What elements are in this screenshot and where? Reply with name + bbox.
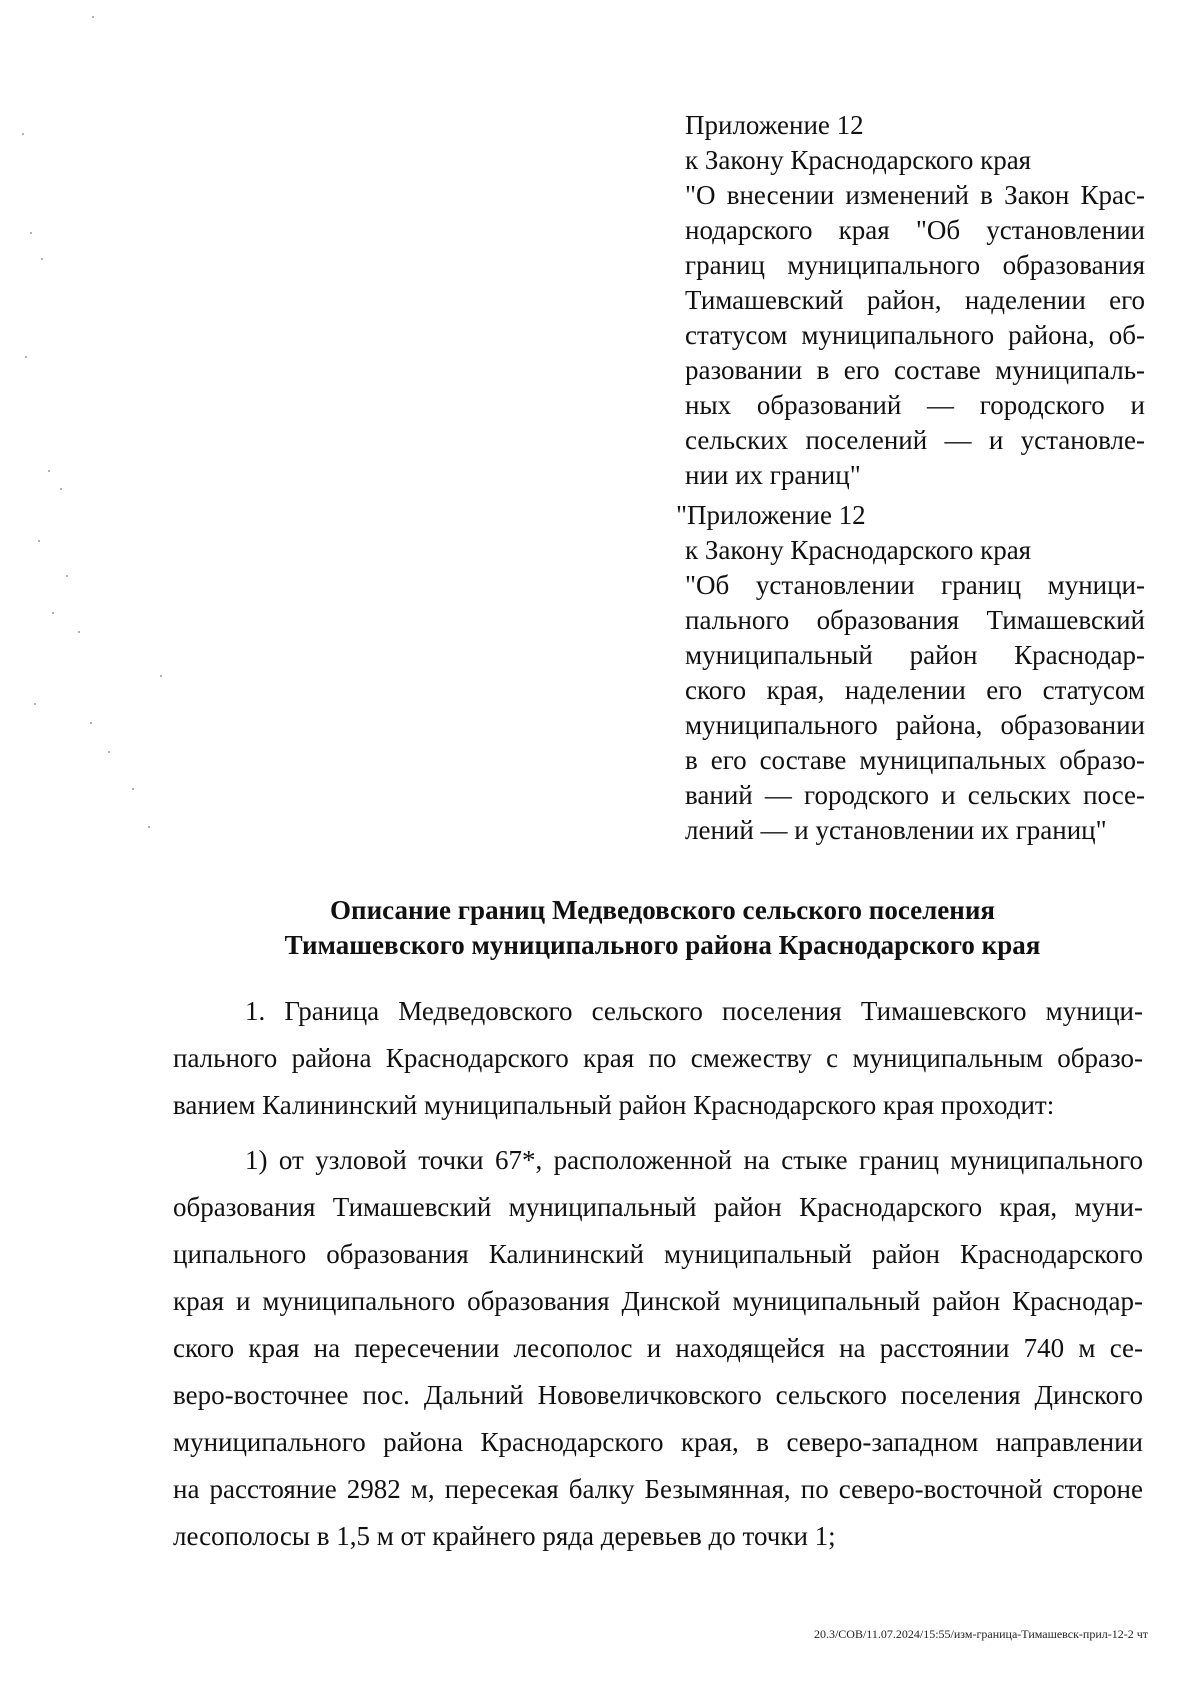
appendix-law-title-line: "Об установлении границ муници- — [685, 570, 1145, 600]
paragraph-1 — [173, 988, 1143, 1129]
appendix-law-ref: к Закону Краснодарского края — [685, 535, 1032, 565]
appendix-law-title-line: пального образования Тимашевский — [685, 605, 1145, 635]
appendix-law-title-line: сельских поселений — и установле- — [685, 425, 1145, 455]
appendix-header-quoted — [676, 498, 1145, 848]
paragraph-line: образования Тимашевский муниципальный район Краснодарского края, муни- — [173, 1192, 1143, 1222]
document-reference-code: 20.3/СОВ/11.07.2024/15:55/изм-граница-Тимашевск-прил-12-2 чт — [813, 1627, 1148, 1641]
appendix-law-title-line: ваний — городского и сельских посе- — [685, 780, 1145, 810]
appendix-law-title-line: разовании в его составе муниципаль- — [685, 355, 1145, 385]
appendix-law-title-line: ных образований — городского и — [685, 390, 1145, 420]
appendix-law-title-line: Тимашевский район, наделении его — [685, 285, 1145, 315]
paragraph-line: веро-восточнее пос. Дальний Нововеличковского сельского поселения Динского — [173, 1380, 1143, 1410]
paragraph-2 — [173, 1137, 1143, 1560]
appendix-number: Приложение 12 — [685, 110, 864, 140]
paragraph-line: ципального образования Калининский муниципальный район Краснодарского — [173, 1239, 1143, 1269]
document-title-line-1: Описание границ Медведовского сельского поселения — [330, 895, 995, 925]
appendix-law-ref: к Закону Краснодарского края — [685, 145, 1032, 175]
document-title-line-2: Тимашевского муниципального района Краснодарского края — [284, 930, 1041, 960]
appendix-law-title-line: границ муниципального образования — [685, 250, 1145, 280]
appendix-law-title-line: "О внесении изменений в Закон Крас- — [685, 180, 1145, 210]
paragraph-line: края и муниципального образования Динской муниципальный район Краснодар- — [173, 1286, 1143, 1316]
paragraph-line: пального района Краснодарского края по смежеству с муниципальным образо- — [173, 1043, 1143, 1073]
paragraph-line: ского края на пересечении лесополос и находящейся на расстоянии 740 м се- — [173, 1333, 1143, 1363]
document-title — [170, 893, 1155, 963]
paragraph-line: ванием Калининский муниципальный район Краснодарского края проходит: — [173, 1090, 1055, 1120]
paragraph-line: муниципального района Краснодарского края, в северо-западном направлении — [173, 1427, 1143, 1457]
appendix-law-title-line: статусом муниципального района, об- — [685, 320, 1145, 350]
paragraph-line: 1) от узловой точки 67*, расположенной на стыке границ муниципального — [245, 1145, 1143, 1175]
appendix-law-title-line: нодарского края "Об установлении — [685, 215, 1145, 245]
appendix-law-title-line: муниципального района, образовании — [685, 710, 1145, 740]
paragraph-line: 1. Граница Медведовского сельского поселения Тимашевского муници- — [245, 996, 1143, 1026]
appendix-law-title-line: лений — и установлении их границ" — [685, 815, 1107, 845]
appendix-number: "Приложение 12 — [676, 500, 866, 530]
appendix-law-title-line: нии их границ" — [685, 460, 861, 490]
paragraph-line: на расстояние 2982 м, пересекая балку Безымянная, по северо-восточной стороне — [173, 1474, 1143, 1504]
appendix-law-title-line: муниципальный район Краснодар- — [685, 640, 1145, 670]
appendix-law-title-line: ского края, наделении его статусом — [685, 675, 1145, 705]
appendix-law-title-line: в его составе муниципальных образо- — [685, 745, 1145, 775]
appendix-header-current — [685, 108, 1145, 493]
paragraph-line: лесополосы в 1,5 м от крайнего ряда деревьев до точки 1; — [173, 1521, 836, 1551]
